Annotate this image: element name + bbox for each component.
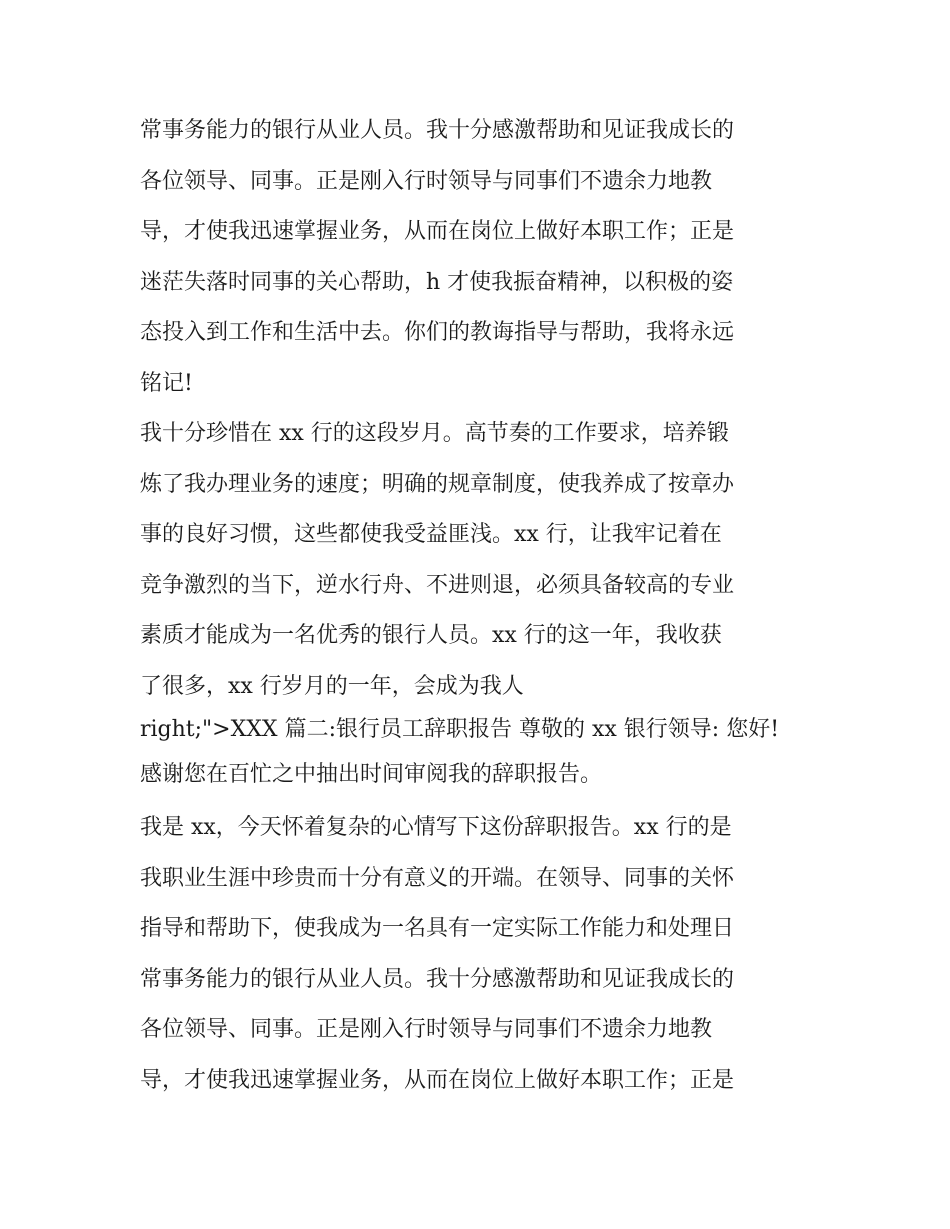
text-line: 了很多，xx 行岁月的一年，会成为我人: [140, 673, 524, 699]
text-line: 常事务能力的银行从业人员。我十分感激帮助和见证我成长的: [140, 966, 735, 992]
text-line: 各位领导、同事。正是刚入行时领导与同事们不遗余力地教: [140, 1017, 713, 1042]
text-line: 各位领导、同事。正是刚入行时领导与同事们不遗余力地教: [140, 168, 713, 194]
text-line: 竞争激烈的当下，逆水行舟、不进则退，必须具备较高的专业: [140, 572, 735, 598]
document-body: [140, 106, 820, 1106]
text-line: 指导和帮助下，使我成为一名具有一定实际工作能力和处理日: [140, 916, 735, 941]
text-line: 素质才能成为一名优秀的银行人员。xx 行的这一年，我收获: [140, 623, 722, 648]
text-line: 铭记!: [140, 370, 193, 396]
text-line: 迷茫失落时同事的关心帮助，h 才使我振奋精神，以积极的姿: [140, 269, 734, 295]
text-line: 我十分珍惜在 xx 行的这段岁月。高节奏的工作要求，培养锻: [140, 421, 729, 446]
text-line: 导，才使我迅速掌握业务，从而在岗位上做好本职工作；正是: [140, 1067, 735, 1093]
text-line: 感谢您在百忙之中抽出时间审阅我的辞职报告。: [140, 762, 603, 787]
text-line: 态投入到工作和生活中去。你们的教诲指导与帮助，我将永远: [140, 320, 735, 345]
text-line: 我是 xx，今天怀着复杂的心情写下这份辞职报告。xx 行的是: [140, 815, 732, 840]
text-line: right;">XXX 篇二:银行员工辞职报告 尊敬的 xx 银行领导: 您好!: [140, 717, 780, 742]
text-line: 事的良好习惯，这些都使我受益匪浅。xx 行，让我牢记着在: [140, 522, 722, 547]
text-line: 我职业生涯中珍贵而十分有意义的开端。在领导、同事的关怀: [140, 865, 735, 891]
text-line: 炼了我办理业务的速度；明确的规章制度，使我养成了按章办: [140, 471, 735, 497]
text-line: 导，才使我迅速掌握业务，从而在岗位上做好本职工作；正是: [140, 219, 735, 244]
text-line: 常事务能力的银行从业人员。我十分感激帮助和见证我成长的: [140, 118, 735, 143]
